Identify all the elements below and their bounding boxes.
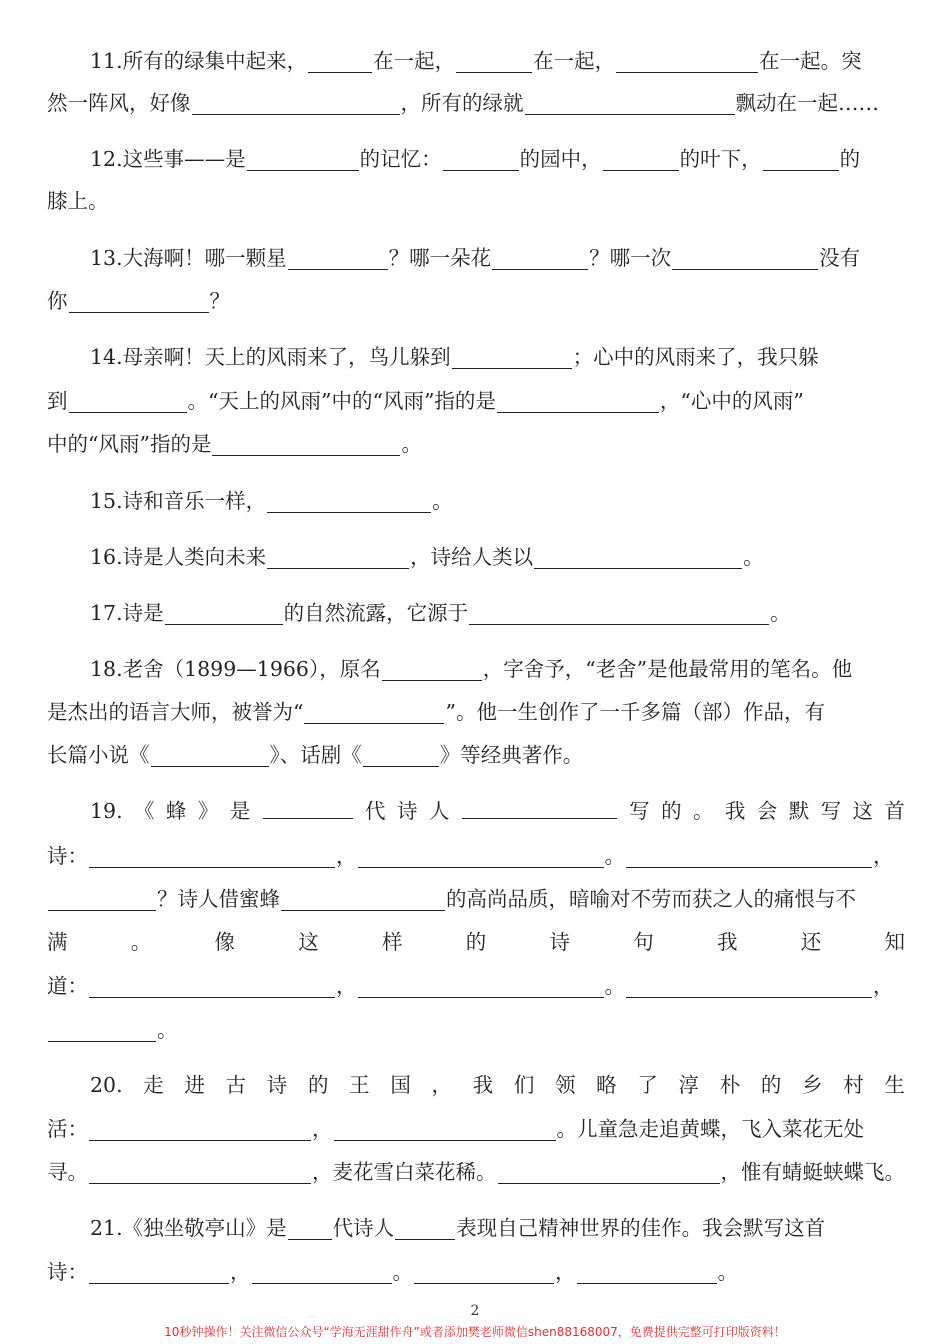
blank[interactable]: [358, 975, 604, 998]
blank[interactable]: [48, 888, 156, 911]
q20-line-2: 活： ， 。儿童急走追黄蝶，飞入菜花无处: [47, 1117, 864, 1141]
q19-line-2: 诗： ， 。 ，: [47, 844, 894, 868]
blank[interactable]: [48, 1019, 156, 1042]
blank[interactable]: [616, 50, 758, 73]
blank[interactable]: [469, 602, 769, 625]
q19-line-5: 道： ， 。 ，: [47, 974, 894, 998]
q12-line-2: 膝上。: [47, 189, 109, 213]
blank[interactable]: [456, 50, 532, 73]
blank[interactable]: [288, 247, 388, 270]
blank[interactable]: [498, 1161, 720, 1184]
blank[interactable]: [395, 1217, 455, 1240]
q18-line-3: 长篇小说《 》、话剧《 》等经典著作。: [47, 743, 584, 767]
q13-line-2: 你 ？: [47, 289, 230, 313]
blank[interactable]: [452, 346, 572, 369]
blank[interactable]: [267, 546, 409, 569]
page-number: 2: [470, 1303, 480, 1319]
q11-line-1: 11.所有的绿集中起来， 在一起， 在一起， 在一起。突: [90, 49, 862, 73]
blank[interactable]: [89, 1118, 311, 1141]
blank[interactable]: [525, 92, 735, 115]
q14-line-1: 14.母亲啊！天上的风雨来了，鸟儿躲到 ；心中的风雨来了，我只躲: [90, 345, 819, 369]
q17-line: 17.诗是 的自然流露，它源于 。: [90, 601, 791, 625]
blank[interactable]: [358, 845, 604, 868]
blank[interactable]: [672, 247, 818, 270]
blank[interactable]: [263, 796, 353, 819]
blank[interactable]: [192, 92, 400, 115]
q18-line-1: 18.老舍（1899—1966），原名 ，字舍予，“老舍”是他最常用的笔名。他: [90, 657, 853, 681]
blank[interactable]: [247, 148, 359, 171]
blank[interactable]: [626, 845, 872, 868]
q18-line-2: 是杰出的语言大师，被誉为“ ”。他一生创作了一千多篇（部）作品，有: [47, 700, 825, 724]
blank[interactable]: [151, 744, 269, 767]
q12-line-1: 12.这些事——是 的记忆： 的园中， 的叶下， 的: [90, 147, 861, 171]
blank[interactable]: [267, 490, 431, 513]
q14-line-2: 到 。“天上的风雨”中的“风雨”指的是 ，“心中的风雨”: [47, 389, 804, 413]
blank[interactable]: [603, 148, 679, 171]
q11-line-2: 然一阵风，好像 ，所有的绿就 飘动在一起……: [47, 91, 879, 115]
q13-line-1: 13.大海啊！哪一颗星 ？哪一朵花 ？哪一次 没有: [90, 246, 861, 270]
blank[interactable]: [288, 1217, 332, 1240]
blank[interactable]: [382, 658, 482, 681]
blank[interactable]: [89, 1161, 311, 1184]
blank[interactable]: [534, 546, 742, 569]
blank[interactable]: [212, 433, 400, 456]
blank[interactable]: [414, 1261, 554, 1284]
blank[interactable]: [763, 148, 839, 171]
blank[interactable]: [577, 1261, 717, 1284]
q20-line-3: 寻。 ，麦花雪白菜花稀。 ，惟有蜻蜓蛱蝶飞。: [47, 1160, 905, 1184]
q21-line-2: 诗： ， 。 ， 。: [47, 1260, 738, 1284]
blank[interactable]: [334, 1118, 556, 1141]
q19-line-6: 。: [47, 1015, 905, 1045]
blank[interactable]: [69, 290, 209, 313]
q19-line-3: ？诗人借蜜蜂 的高尚品质，暗喻对不劳而获之人的痛恨与不: [47, 884, 905, 914]
blank[interactable]: [462, 796, 617, 819]
blank[interactable]: [89, 975, 335, 998]
blank[interactable]: [69, 390, 187, 413]
footer-notice: 10秒钟操作！关注微信公众号“学海无涯甜作舟”或者添加樊老师微信shen88168007，免费提供完整可打印版资料！: [164, 1325, 786, 1339]
q19-line-4: 满 。 像 这 样 的 诗 句 我 还 知: [47, 930, 905, 954]
blank[interactable]: [443, 148, 519, 171]
blank[interactable]: [626, 975, 872, 998]
q16-line: 16.诗是人类向未来 ，诗给人类以 。: [90, 545, 764, 569]
blank[interactable]: [89, 1261, 229, 1284]
blank[interactable]: [363, 744, 439, 767]
q20-line-1: 20. 走 进 古 诗 的 王 国 ， 我 们 领 略 了 淳 朴 的 乡 村 生: [90, 1073, 905, 1097]
blank[interactable]: [492, 247, 588, 270]
blank[interactable]: [252, 1261, 392, 1284]
blank[interactable]: [497, 390, 659, 413]
q15-line: 15.诗和音乐一样， 。: [90, 489, 453, 513]
blank[interactable]: [89, 845, 335, 868]
q19-line-1: 19. 《 蜂 》 是 代 诗 人 写 的 。 我 会 默 写 这 首: [90, 796, 905, 826]
blank[interactable]: [308, 50, 372, 73]
blank[interactable]: [281, 888, 445, 911]
q21-line-1: 21.《独坐敬亭山》是 代诗人 表现自己精神世界的佳作。我会默写这首: [90, 1216, 826, 1240]
blank[interactable]: [304, 701, 444, 724]
q14-line-3: 中的“风雨”指的是 。: [47, 432, 422, 456]
blank[interactable]: [165, 602, 283, 625]
